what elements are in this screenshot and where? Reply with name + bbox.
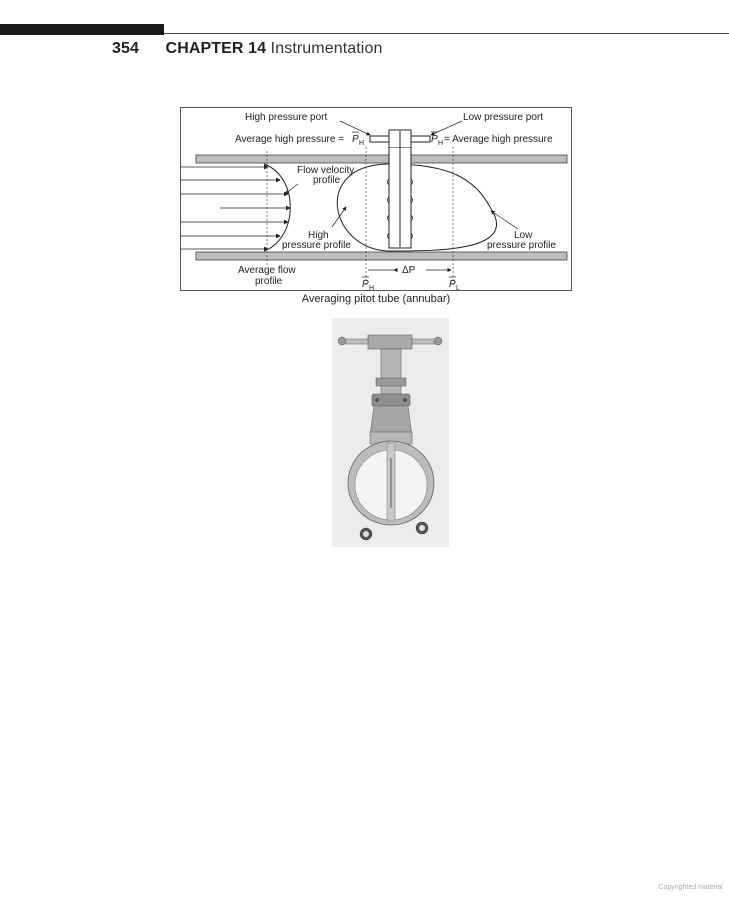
page-number: 354: [112, 40, 139, 57]
flow-velocity-label-2: profile: [313, 175, 341, 186]
avg-flow-label-2: profile: [255, 276, 283, 287]
ph-right-sub: H: [438, 140, 444, 147]
pipe-wall-bottom: [196, 252, 567, 260]
flow-velocity-label-1: Flow velocity: [297, 165, 355, 176]
low-profile-label-1: Low: [514, 230, 533, 241]
low-profile-label-2: pressure profile: [487, 240, 556, 251]
high-port-label: High pressure port: [245, 112, 328, 123]
avg-flow-label-1: Average flow: [238, 265, 296, 276]
low-port-label: Low pressure port: [463, 112, 544, 123]
annubar-diagram: [180, 107, 572, 291]
avg-high-left-label: Average high pressure =: [235, 134, 345, 145]
header-bar: [0, 24, 164, 35]
avg-high-right-label: = Average high pressure: [444, 134, 553, 145]
header-rule: [164, 33, 729, 34]
ph-bottom-symbol: P: [362, 279, 369, 290]
copyright-notice: Copyrighted material: [658, 884, 723, 891]
high-profile-label-1: High: [308, 230, 329, 241]
chapter-label: CHAPTER 14: [165, 40, 267, 57]
ph-right-symbol: P: [431, 134, 438, 145]
annubar-photo: [332, 318, 449, 547]
figure-caption: Averaging pitot tube (annubar): [301, 293, 451, 305]
pl-bottom-symbol: P: [449, 279, 456, 290]
ph-left-symbol: P: [352, 134, 359, 145]
chapter-title: Instrumentation: [270, 40, 383, 57]
ph-left-sub: H: [359, 140, 365, 147]
high-profile-label-2: pressure profile: [282, 240, 351, 251]
pipe-wall-top: [196, 155, 567, 163]
running-head: [112, 40, 382, 58]
delta-p-label: ΔP: [402, 265, 416, 276]
pl-bottom-sub: L: [456, 285, 460, 291]
ph-bottom-sub: H: [369, 285, 375, 291]
